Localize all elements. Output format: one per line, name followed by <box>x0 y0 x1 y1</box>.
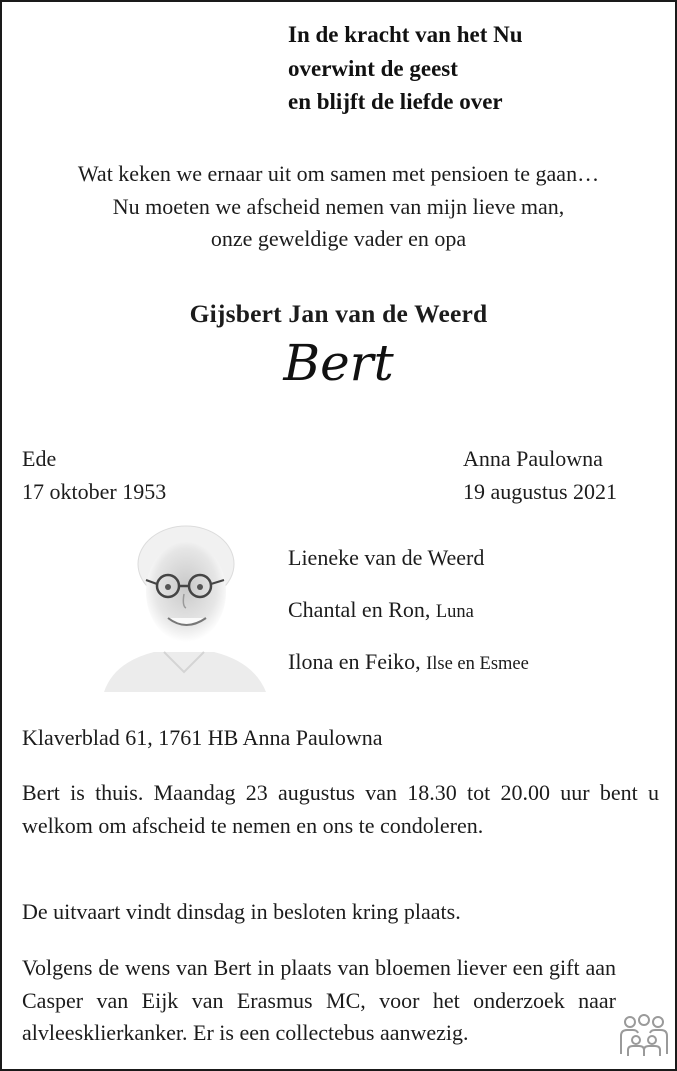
portrait-photo <box>94 512 274 692</box>
death-info <box>463 442 617 508</box>
birth-info <box>22 442 166 508</box>
family-list <box>288 545 529 701</box>
visitation-paragraph: Bert is thuis. Maandag 23 augustus van 18.30 tot 20.00 uur bent u welkom om afscheid te nemen en ons te condoleren. <box>22 780 659 838</box>
intro-line: Nu moeten we afscheid nemen van mijn lieve man, <box>112 193 565 219</box>
motto-line: en blijft de liefde over <box>288 89 503 114</box>
intro-text <box>2 158 675 256</box>
funeral-paragraph: De uitvaart vindt dinsdag in besloten kring plaats. <box>22 899 461 924</box>
family-names: Chantal en Ron, <box>288 597 431 622</box>
family-row <box>288 649 529 701</box>
death-place: Anna Paulowna <box>463 446 603 471</box>
home-address: Klaverblad 61, 1761 HB Anna Paulowna <box>22 725 383 750</box>
motto <box>288 18 668 119</box>
donation-paragraph: Volgens de wens van Bert in plaats van bloemen liever een gift aan Casper van Eijk van Erasmus MC, voor het onderzoek naar alvleesklierkanker. Er is een collectebus aanwezig. <box>22 955 616 1045</box>
intro-line: Wat keken we ernaar uit om samen met pensioen te gaan… <box>77 161 600 186</box>
motto-line: In de kracht van het Nu <box>288 22 523 47</box>
death-date: 19 augustus 2021 <box>463 479 617 504</box>
intro-line: onze geweldige vader en opa <box>210 226 467 251</box>
family-row <box>288 545 529 597</box>
deceased-full-name: Gijsbert Jan van de Weerd <box>189 299 488 328</box>
family-names: Lieneke van de Weerd <box>288 545 485 570</box>
people-group-icon <box>618 1014 670 1058</box>
family-children: Ilse en Esmee <box>426 654 529 674</box>
birth-place: Ede <box>22 446 57 471</box>
birth-date: 17 oktober 1953 <box>22 479 167 504</box>
family-names: Ilona en Feiko, <box>288 649 421 674</box>
motto-line: overwint de geest <box>288 55 458 81</box>
family-row <box>288 597 529 649</box>
family-children: Luna <box>435 602 474 622</box>
deceased-call-name: Bert <box>283 334 394 392</box>
